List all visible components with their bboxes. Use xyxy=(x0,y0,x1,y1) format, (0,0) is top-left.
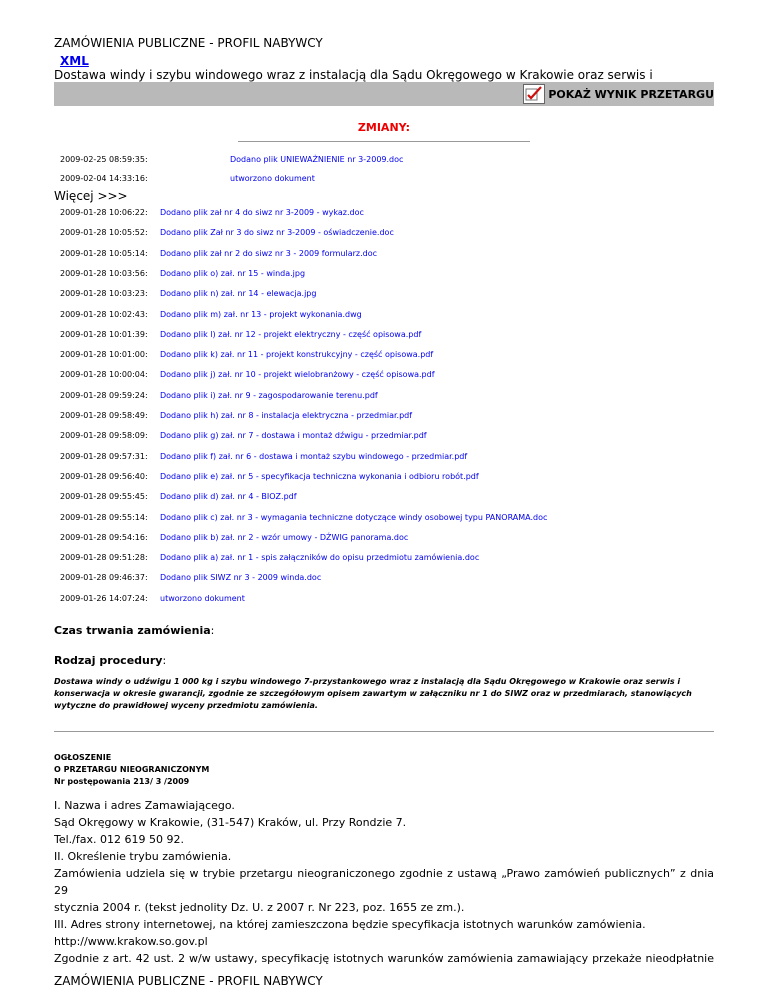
announcement-line1: OGŁOSZENIE xyxy=(54,753,112,762)
announcement-line3: Nr postępowania 213/ 3 /2009 xyxy=(54,777,190,786)
change-file-link[interactable]: Dodano plik f) zał. nr 6 - dostawa i montaż szybu windowego - przedmiar.pdf xyxy=(160,451,468,461)
change-date: 2009-01-26 14:07:24: xyxy=(60,593,148,603)
change-file-link[interactable]: Dodano plik a) zał. nr 1 - spis załączników do opisu przedmiotu zamówienia.doc xyxy=(160,553,480,563)
change-row xyxy=(60,492,297,501)
change-row xyxy=(60,330,421,339)
change-file-link[interactable]: Dodano plik o) zał. nr 15 - winda.jpg xyxy=(160,268,306,278)
change-date: 2009-02-04 14:33:16: xyxy=(60,174,148,183)
procedure-text: Dostawa windy o udźwigu 1 000 kg i szybu windowego 7-przystankowego wraz z instalacją dla Sądu Okręgowego w Krakowie oraz serwis i konserwacja w okresie gwarancji, zgodnie ze szczegółowym opisem zawartym w załączniku nr 1 do SIWZ oraz w przedmiarach, stanowiących wytyczne do prawidłowej wyceny przedmiotu zamówienia. xyxy=(54,677,692,710)
change-file-link[interactable]: Dodano plik l) zał. nr 12 - projekt elektryczny - część opisowa.pdf xyxy=(160,329,422,339)
change-file-link[interactable]: Dodano plik j) zał. nr 10 - projekt wielobranżowy - część opisowa.pdf xyxy=(160,370,435,380)
change-row xyxy=(60,513,547,522)
change-row xyxy=(60,533,408,542)
change-date: 2009-01-28 09:55:14: xyxy=(60,512,148,522)
change-row xyxy=(60,452,467,461)
more-link[interactable]: Więcej >>> xyxy=(54,189,128,203)
change-file-link[interactable]: Dodano plik b) zał. nr 2 - wzór umowy - DŹWIG panorama.doc xyxy=(160,532,409,542)
body-line: Zgodnie z art. 42 ust. 2 w/w ustawy, specyfikację istotnych warunków zamówienia zamawiający przekaże nieodpłatnie xyxy=(54,952,714,965)
change-row xyxy=(60,391,378,400)
website-link[interactable]: http://www.krakow.so.gov.pl xyxy=(54,935,208,948)
body-line: Zamówienia udziela się w trybie przetargu nieograniczonego zgodnie z ustawą „Prawo zamówień publicznych” z dnia 29 xyxy=(54,867,714,897)
change-date: 2009-01-28 10:05:52: xyxy=(60,228,148,238)
change-row xyxy=(60,370,435,379)
change-date: 2009-01-28 09:58:09: xyxy=(60,431,148,441)
change-row xyxy=(60,289,316,298)
changes-title: ZMIANY: xyxy=(357,121,411,134)
change-file-link[interactable]: Dodano plik e) zał. nr 5 - specyfikacja techniczna wykonania i odbioru robót.pdf xyxy=(160,471,479,481)
body-line: I. Nazwa i adres Zamawiającego. xyxy=(54,799,235,812)
change-row xyxy=(60,269,305,278)
change-file-link[interactable]: Dodano plik SIWZ nr 3 - 2009 winda.doc xyxy=(160,573,322,583)
change-row xyxy=(60,594,245,603)
change-file-link[interactable]: Dodano plik zał nr 2 do siwz nr 3 - 2009 formularz.doc xyxy=(160,248,378,258)
change-date: 2009-01-28 09:46:37: xyxy=(60,573,148,583)
change-row xyxy=(60,155,403,164)
procedure-label: Rodzaj procedury xyxy=(54,654,163,667)
change-file-link[interactable]: utworzono dokument xyxy=(230,174,315,183)
change-date: 2009-01-28 10:02:43: xyxy=(60,309,148,319)
change-date: 2009-01-28 09:59:24: xyxy=(60,390,148,400)
change-date: 2009-01-28 09:58:49: xyxy=(60,411,148,420)
divider xyxy=(238,141,530,142)
announcement-body xyxy=(54,797,714,967)
change-date: 2009-01-28 10:03:56: xyxy=(60,268,148,278)
change-date: 2009-02-25 08:59:35: xyxy=(60,155,148,164)
change-date: 2009-01-28 10:05:14: xyxy=(60,248,148,258)
change-file-link[interactable]: Dodano plik m) zał. nr 13 - projekt wykonania.dwg xyxy=(160,309,362,319)
divider xyxy=(54,731,714,732)
change-row xyxy=(60,553,479,562)
change-row xyxy=(60,174,315,183)
procedure-heading xyxy=(54,654,166,667)
change-date: 2009-01-28 09:55:45: xyxy=(60,492,148,502)
change-date: 2009-01-28 09:51:28: xyxy=(60,553,148,563)
duration-colon: : xyxy=(210,624,215,637)
change-row xyxy=(60,411,412,420)
change-date: 2009-01-28 09:57:31: xyxy=(60,451,148,461)
change-file-link[interactable]: Dodano plik i) zał. nr 9 - zagospodarowanie terenu.pdf xyxy=(160,390,378,400)
change-row xyxy=(60,431,427,440)
change-date: 2009-01-28 09:54:16: xyxy=(60,532,148,542)
body-line: II. Określenie trybu zamówienia. xyxy=(54,850,232,863)
show-result-label: POKAŻ WYNIK PRZETARGU xyxy=(548,87,714,101)
change-row xyxy=(60,228,394,237)
change-row xyxy=(60,249,377,258)
procedure-colon: : xyxy=(162,654,167,667)
change-file-link[interactable]: Dodano plik k) zał. nr 11 - projekt konstrukcyjny - część opisowa.pdf xyxy=(160,350,434,360)
change-file-link[interactable]: Dodano plik n) zał. nr 14 - elewacja.jpg xyxy=(160,289,317,299)
tender-description: Dostawa windy i szybu windowego wraz z instalacją dla Sądu Okręgowego w Krakowie oraz serwis i xyxy=(54,68,653,82)
change-file-link[interactable]: Dodano plik h) zał. nr 8 - instalacja elektryczna - przedmiar.pdf xyxy=(160,411,413,420)
change-file-link[interactable]: Dodano plik UNIEWAŻNIENIE nr 3-2009.doc xyxy=(230,155,404,164)
xml-link[interactable]: XML xyxy=(60,54,89,68)
announcement-line2: O PRZETARGU NIEOGRANICZONYM xyxy=(54,765,210,774)
change-date: 2009-01-28 09:56:40: xyxy=(60,471,148,481)
change-row xyxy=(60,310,362,319)
page-footer: ZAMÓWIENIA PUBLICZNE - PROFIL NABYWCY xyxy=(54,974,323,988)
change-file-link[interactable]: Dodano plik Zał nr 3 do siwz nr 3-2009 - oświadczenie.doc xyxy=(160,228,394,238)
duration-heading xyxy=(54,624,214,637)
change-date: 2009-01-28 10:01:00: xyxy=(60,350,148,360)
body-line: III. Adres strony internetowej, na której zamieszczona będzie specyfikacja istotnych warunków zamówienia. xyxy=(54,918,646,931)
page-header: ZAMÓWIENIA PUBLICZNE - PROFIL NABYWCY xyxy=(54,36,323,50)
change-row xyxy=(60,350,433,359)
change-date: 2009-01-28 10:03:23: xyxy=(60,289,148,299)
body-line: Sąd Okręgowy w Krakowie, (31-547) Kraków, ul. Przy Rondzie 7. xyxy=(54,816,407,829)
change-file-link[interactable]: Dodano plik d) zał. nr 4 - BIOZ.pdf xyxy=(160,492,297,502)
change-date: 2009-01-28 10:00:04: xyxy=(60,370,148,380)
change-file-link[interactable]: Dodano plik zał nr 4 do siwz nr 3-2009 - wykaz.doc xyxy=(160,208,364,217)
change-row xyxy=(60,573,321,582)
body-line: stycznia 2004 r. (tekst jednolity Dz. U. z 2007 r. Nr 223, poz. 1655 ze zm.). xyxy=(54,901,465,914)
show-result-button[interactable] xyxy=(523,83,714,105)
change-file-link[interactable]: Dodano plik g) zał. nr 7 - dostawa i montaż dźwigu - przedmiar.pdf xyxy=(160,431,427,441)
change-file-link[interactable]: Dodano plik c) zał. nr 3 - wymagania techniczne dotyczące windy osobowej typu PANORAMA.doc xyxy=(160,512,548,522)
change-date: 2009-01-28 10:01:39: xyxy=(60,329,148,339)
body-line: Tel./fax. 012 619 50 92. xyxy=(54,833,184,846)
checkmark-icon xyxy=(523,84,545,104)
duration-label: Czas trwania zamówienia xyxy=(54,624,211,637)
announcement-heading xyxy=(54,752,209,788)
change-row xyxy=(60,208,364,217)
change-date: 2009-01-28 10:06:22: xyxy=(60,208,148,217)
change-row xyxy=(60,472,479,481)
result-bar xyxy=(54,82,714,106)
change-file-link[interactable]: utworzono dokument xyxy=(160,593,245,603)
